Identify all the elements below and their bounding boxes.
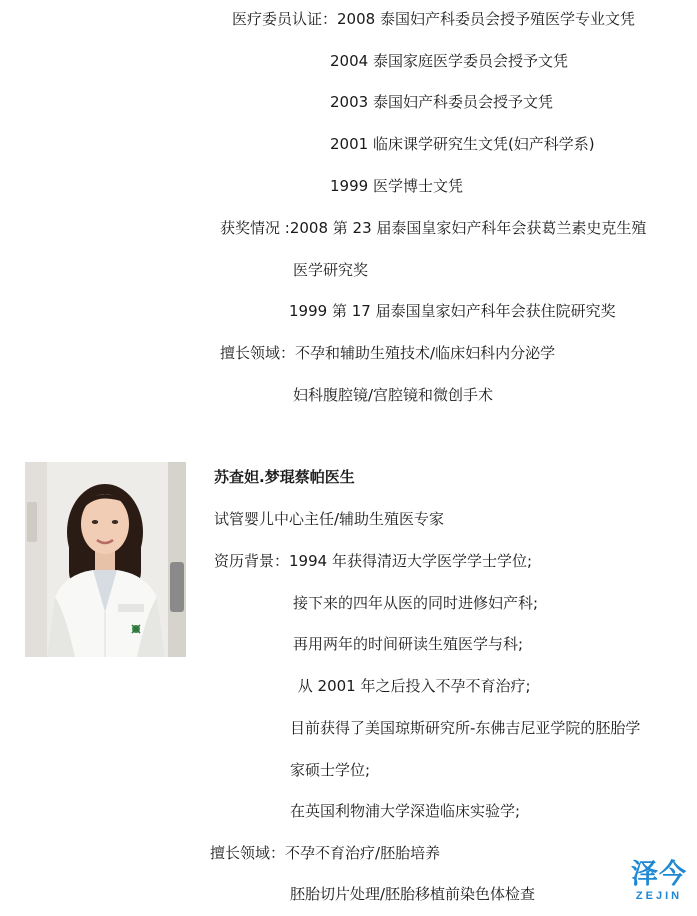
logo-english-text: ZEJIN xyxy=(635,890,683,902)
doctor-portrait-icon xyxy=(25,462,186,657)
doctor-title: 试管婴儿中心主任/辅助生殖医专家 xyxy=(214,510,445,528)
background-item: 在英国利物浦大学深造临床实验学; xyxy=(290,802,521,820)
doctor-photo xyxy=(25,462,186,657)
background-item: 1994 年获得清迈大学医学学士学位; xyxy=(289,552,533,570)
awards-label: 获奖情况 : xyxy=(220,219,290,237)
expertise-label: 擅长领域： xyxy=(220,344,296,362)
expertise-row-1 xyxy=(220,343,555,363)
background-label: 资历背景： xyxy=(214,552,290,570)
committee-item: 2003 泰国妇产科委员会授予文凭 xyxy=(330,93,553,111)
awards-item: 1999 第 17 届泰国皇家妇产科年会获住院研究奖 xyxy=(289,302,616,320)
background-item: 再用两年的时间研读生殖医学与科; xyxy=(293,635,524,653)
committee-row-1 xyxy=(232,9,635,29)
awards-row-1 xyxy=(220,218,646,238)
committee-item: 2001 临床课学研究生文凭(妇产科学系) xyxy=(330,135,595,153)
committee-item: 2004 泰国家庭医学委员会授予文凭 xyxy=(330,52,568,70)
committee-label: 医疗委员认证： xyxy=(232,10,338,28)
awards-item: 医学研究奖 xyxy=(293,261,369,279)
background-item: 从 2001 年之后投入不孕不育治疗; xyxy=(293,677,531,695)
expertise-item: 妇科腹腔镜/宫腔镜和微创手术 xyxy=(293,386,494,404)
expertise-item: 不孕不育治疗/胚胎培养 xyxy=(285,844,441,862)
doctor-name: 苏查妲.梦琨蔡帕医生 xyxy=(214,468,355,486)
background-row-1 xyxy=(214,551,532,571)
zejin-logo xyxy=(628,860,690,910)
background-item: 接下来的四年从医的同时进修妇产科; xyxy=(293,594,539,612)
expertise-label: 擅长领域： xyxy=(210,844,286,862)
background-item: 家硕士学位; xyxy=(290,761,371,779)
committee-item: 1999 医学博士文凭 xyxy=(330,177,463,195)
awards-item: 2008 第 23 届泰国皇家妇产科年会获葛兰素史克生殖 xyxy=(289,219,647,237)
logo-chinese-text: 泽今 xyxy=(631,859,687,890)
expertise-item: 胚胎切片处理/胚胎移植前染色体检查 xyxy=(290,885,536,903)
committee-item: 2008 泰国妇产科委员会授予殖医学专业文凭 xyxy=(337,10,635,28)
expertise-item: 不孕和辅助生殖技术/临床妇科内分泌学 xyxy=(295,344,556,362)
background-item: 目前获得了美国琼斯研究所-东佛吉尼亚学院的胚胎学 xyxy=(290,719,641,737)
expertise-row-2 xyxy=(210,843,440,863)
